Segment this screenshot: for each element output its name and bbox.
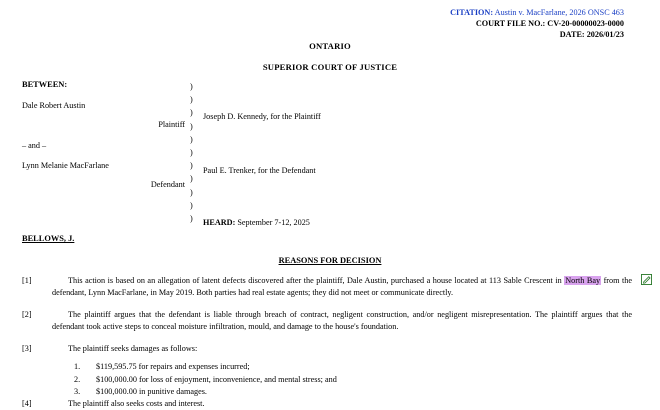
court-file-label: COURT FILE NO.:	[475, 18, 546, 28]
paragraph-3-number: [3]	[22, 344, 32, 353]
plaintiff-name: Dale Robert Austin	[22, 101, 86, 110]
defendant-counsel: Paul E. Trenker, for the Defendant	[203, 166, 316, 175]
reasons-heading: REASONS FOR DECISION	[278, 256, 382, 265]
damages-item-3-text: $100,000.00 in punitive damages.	[96, 387, 207, 397]
paragraph-2	[22, 309, 632, 332]
court-file-value: CV-20-00000023-0000	[547, 18, 624, 28]
heard-label: HEARD:	[203, 218, 236, 227]
plaintiff-counsel: Joseph D. Kennedy, for the Plaintiff	[203, 112, 321, 121]
paragraph-1-text	[52, 275, 632, 298]
bracket-column: ) ) ) ) ) ) ) ) ) ) )	[190, 82, 193, 223]
plaintiff-role: Plaintiff	[158, 120, 185, 129]
damages-item-1-marker: 1.	[74, 362, 81, 371]
between-label: BETWEEN:	[22, 80, 68, 89]
paragraph-4-text: The plaintiff also seeks costs and interest.	[68, 399, 205, 408]
date-value: 2026/01/23	[586, 29, 624, 39]
paragraph-2-number: [2]	[22, 310, 32, 319]
citation-line	[450, 8, 624, 19]
citation-label: CITATION:	[450, 8, 494, 17]
list-item	[74, 374, 504, 387]
defendant-role: Defendant	[150, 180, 185, 189]
paragraph-1	[22, 275, 632, 298]
damages-item-1-text: $119,595.75 for repairs and expenses incurred;	[96, 362, 250, 371]
damages-list	[74, 361, 504, 399]
damages-item-3-marker: 3.	[74, 387, 81, 397]
heard-line	[203, 218, 310, 227]
date-line	[450, 30, 624, 41]
court-division: SUPERIOR COURT OF JUSTICE	[262, 62, 398, 72]
paragraph-3-text: The plaintiff seeks damages as follows:	[68, 344, 198, 353]
paragraph-3	[22, 343, 632, 355]
paragraph-1-text-before: This action is based on an allegation of latent defects discovered after the plaintiff, Dale Austin, purchased a house located at 113 Sable Crescent in	[68, 276, 565, 285]
defendant-name: Lynn Melanie MacFarlane	[22, 161, 109, 170]
damages-item-2-marker: 2.	[74, 374, 81, 384]
heard-value: September 7-12, 2025	[237, 218, 310, 227]
highlighted-location: North Bay	[565, 276, 601, 285]
document-header	[450, 8, 624, 40]
and-label: – and –	[22, 141, 47, 150]
court-name: ONTARIO	[309, 41, 351, 51]
list-item	[74, 361, 504, 374]
edit-comment-icon[interactable]	[641, 274, 652, 285]
paragraph-1-number: [1]	[22, 276, 32, 285]
court-file-line	[450, 19, 624, 30]
damages-item-2-text: $100,000.00 for loss of enjoyment, inconvenience, and mental stress; and	[96, 374, 337, 384]
paragraph-1-text-after: from the defendant, Lynn MacFarlane, in May 2019. Both parties had real estate agents; they did not meet or communicate directly.	[52, 276, 632, 297]
date-label: DATE:	[559, 29, 585, 39]
citation-value: Austin v. MacFarlane, 2026 ONSC 463	[494, 8, 624, 17]
paragraph-4-number: [4]	[22, 399, 32, 408]
judge-name: BELLOWS, J.	[22, 234, 75, 243]
paragraph-2-text: The plaintiff argues that the defendant is liable through breach of contract, negligent construction, and/or negligent misrepresentation. The plaintiff argues that the defendant took active steps to conceal moisture infiltration, mould, and damage to the house's foundation.	[52, 310, 632, 331]
